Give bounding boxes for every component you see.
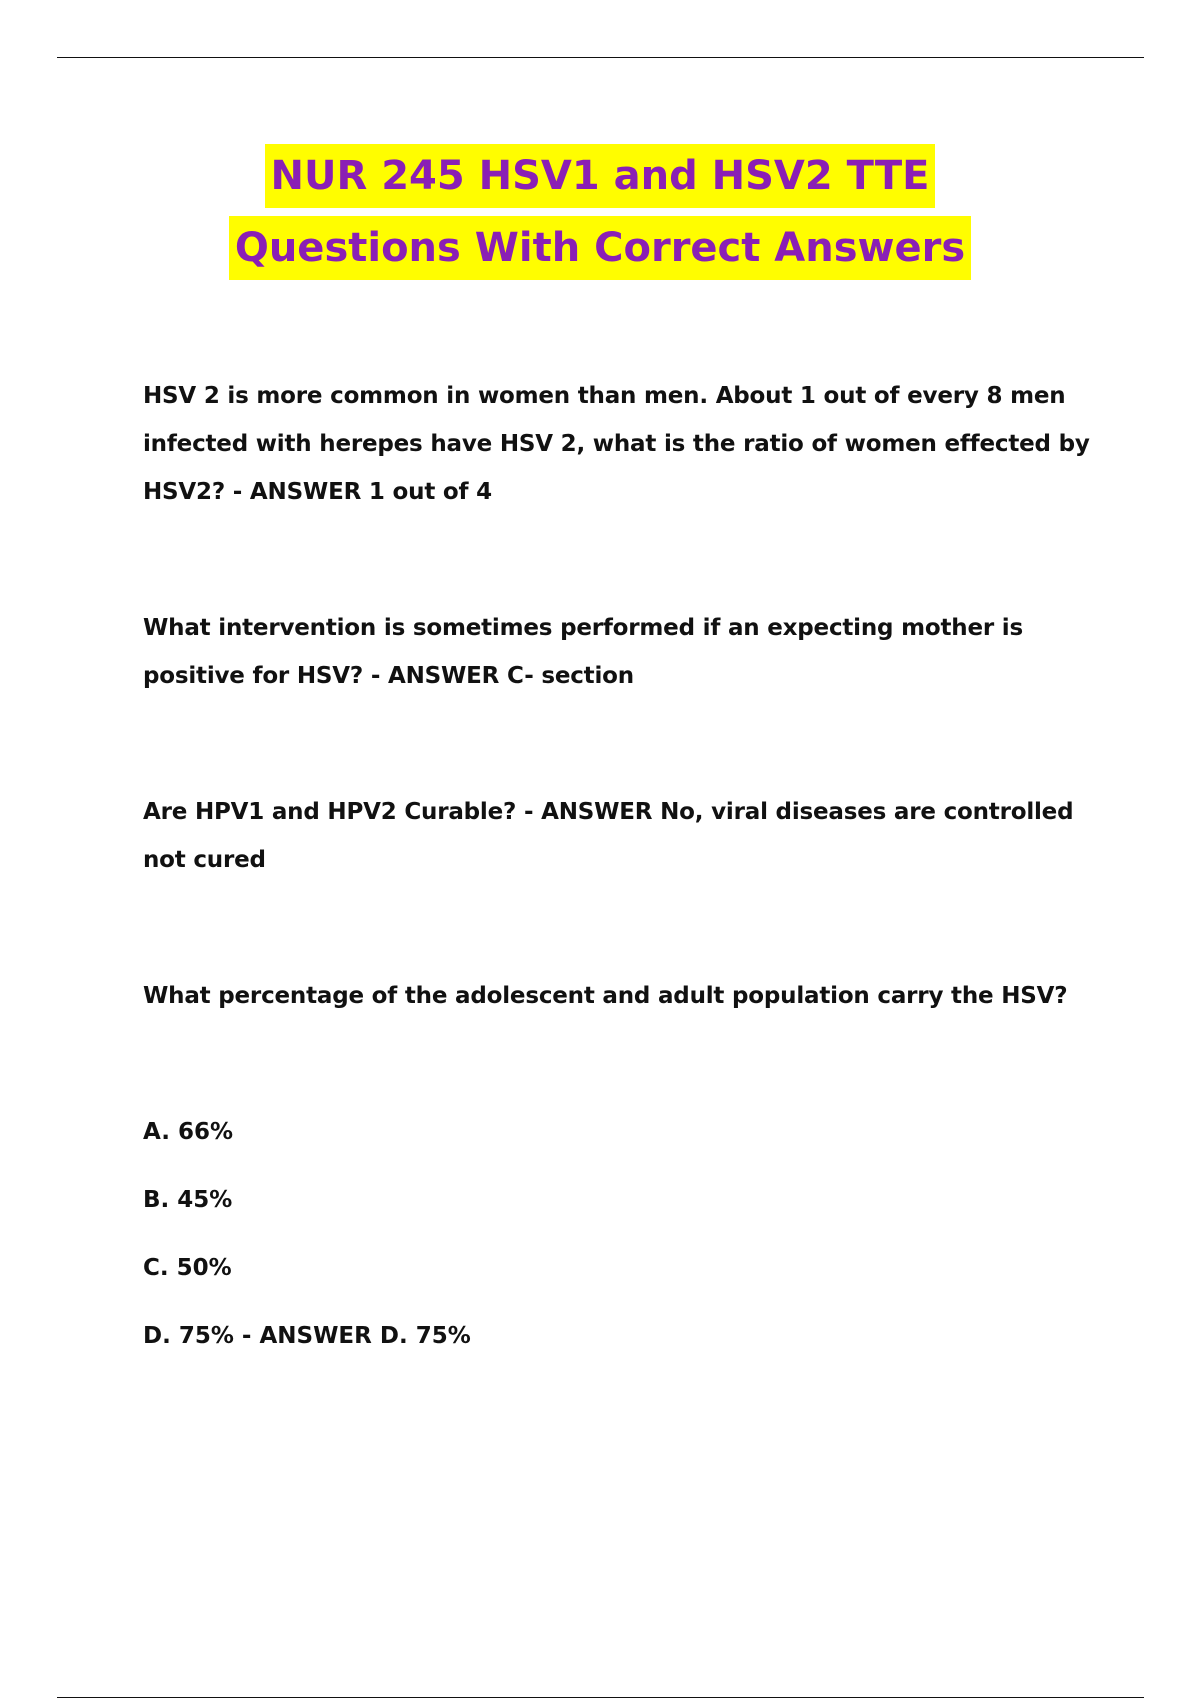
question-4-option-c: C. 50% [143, 1255, 232, 1281]
document-title [0, 140, 1200, 284]
title-line-2: Questions With Correct Answers [229, 216, 971, 280]
bottom-rule [57, 1697, 1144, 1698]
question-4-option-a: A. 66% [143, 1119, 234, 1145]
question-2: What intervention is sometimes performed if an expecting mother is positive for HSV? - ANSWER C- section [143, 615, 1023, 689]
question-3: Are HPV1 and HPV2 Curable? - ANSWER No, viral diseases are controlled not cured [143, 799, 1074, 873]
question-4-option-d: D. 75% - ANSWER D. 75% [143, 1323, 471, 1349]
top-rule [57, 57, 1144, 58]
question-4: What percentage of the adolescent and adult population carry the HSV? [143, 983, 1068, 1009]
question-4-option-b: B. 45% [143, 1187, 233, 1213]
question-1: HSV 2 is more common in women than men. About 1 out of every 8 men infected with herepes have HSV 2, what is the ratio of women effected by HSV2? - ANSWER 1 out of 4 [143, 383, 1090, 505]
title-line-1: NUR 245 HSV1 and HSV2 TTE [265, 144, 936, 208]
